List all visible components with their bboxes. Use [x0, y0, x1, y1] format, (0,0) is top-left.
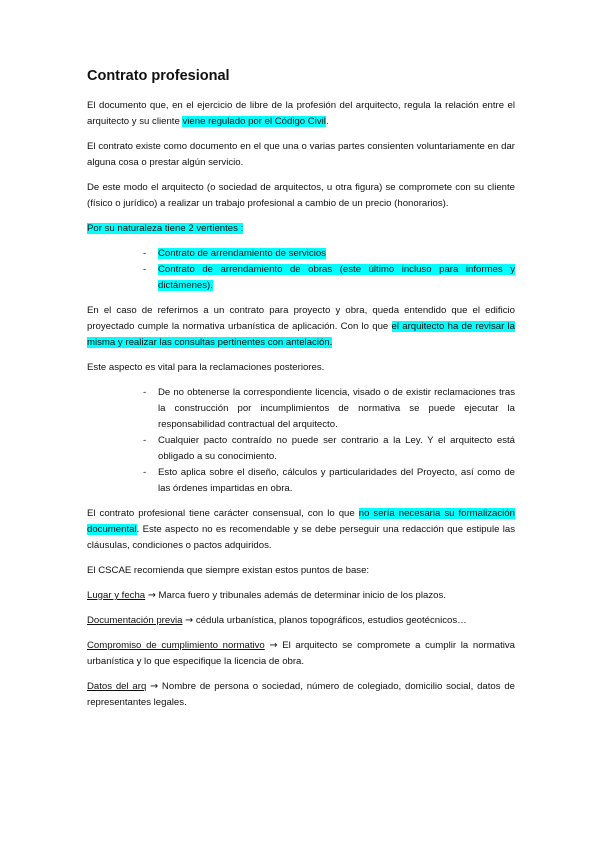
arrow-right-icon: →	[269, 640, 278, 651]
paragraph-vertientes-heading	[87, 221, 515, 237]
arrow-right-icon: →	[147, 590, 156, 601]
punto-label: Documentación previa	[87, 615, 183, 626]
punto-text: cédula urbanística, planos topográficos, estudios geotécnicos…	[193, 615, 467, 626]
arrow-right-icon: →	[150, 681, 159, 692]
punto-text: Marca fuero y tribunales además de determinar inicio de los plazos.	[155, 590, 446, 601]
list-item	[158, 262, 515, 294]
text-span: El contrato profesional tiene carácter consensual, con lo que	[87, 508, 359, 519]
text-span: En el caso de referirnos a un contrato para proyecto y obra, queda entendido que el edificio proyectado cumple la normativa urbanística de aplicación. Con lo que	[87, 305, 515, 332]
punto-compromiso-normativo	[87, 638, 515, 670]
highlighted-text: Por su naturaleza tiene 2 vertientes :	[87, 223, 244, 234]
highlighted-text: Contrato de arrendamiento de obras (este último incluso para informes y dictámenes).	[158, 264, 515, 291]
punto-text: El arquitecto se compromete a cumplir la normativa urbanística y lo que especifique la licencia de obra.	[87, 640, 516, 667]
highlighted-text: Contrato de arrendamiento de servicios	[158, 248, 326, 259]
highlighted-text: el arquitecto ha de revisar la misma y realizar las consultas pertinentes con antelación.	[87, 321, 515, 348]
punto-label: Datos del arq	[87, 681, 147, 692]
paragraph-intro	[87, 98, 515, 130]
list-item: - Esto aplica sobre el diseño, cálculos y particularidades del Proyecto, así como de las órdenes impartidas en obra.	[158, 465, 515, 497]
list-item: - Cualquier pacto contraído no puede ser contrario a la Ley. Y el arquitecto está obligado a su conocimiento.	[158, 433, 515, 465]
paragraph-cscae: El CSCAE recomienda que siempre existan estos puntos de base:	[87, 565, 370, 576]
punto-text: Nombre de persona o sociedad, número de colegiado, domicilio social, datos de representantes legales.	[87, 681, 515, 708]
text-span: El documento que, en el ejercicio de libre de la profesión del arquitecto, regula la relación entre el arquitecto y su cliente	[87, 100, 515, 127]
arrow-right-icon: →	[185, 615, 194, 626]
paragraph-commitment: De este modo el arquitecto (o sociedad de arquitectos, u otra figura) se compromete con su cliente (físico o jurídico) a realizar un trabajo profesional a cambio de un precio (honorarios).	[87, 182, 515, 209]
punto-label: Compromiso de cumplimiento normativo	[87, 640, 265, 651]
punto-datos-arq	[87, 679, 515, 711]
paragraph-project-case	[87, 303, 515, 351]
text-span: . Este aspecto no es recomendable y se debe perseguir una redacción que estipule las cláusulas, condiciones o pactos adquiridos.	[87, 524, 515, 551]
list-item: - De no obtenerse la correspondiente licencia, visado o de existir reclamaciones tras la construcción por incumplimientos de normativa se puede ejecutar la responsabilidad contractual del arquitecto.	[158, 385, 515, 433]
aspectos-list	[87, 385, 515, 497]
punto-lugar-fecha	[87, 588, 515, 604]
paragraph-definition: El contrato existe como documento en el que una o varias partes consienten voluntariamente en dar alguna cosa o prestar algún servicio.	[87, 141, 515, 168]
text-span: .	[325, 116, 329, 127]
highlighted-text: viene regulado por el Código Civil	[182, 116, 326, 127]
vertientes-list	[87, 246, 515, 294]
document-body	[87, 68, 515, 720]
paragraph-consensual	[87, 506, 515, 554]
document-title: Contrato profesional	[87, 68, 230, 84]
punto-label: Lugar y fecha	[87, 590, 146, 601]
list-item	[158, 246, 515, 262]
paragraph-vital-aspect: Este aspecto es vital para la reclamaciones posteriores.	[87, 362, 325, 373]
highlighted-text: no sería necesaria su formalización documental	[87, 508, 515, 535]
punto-documentacion-previa	[87, 613, 515, 629]
